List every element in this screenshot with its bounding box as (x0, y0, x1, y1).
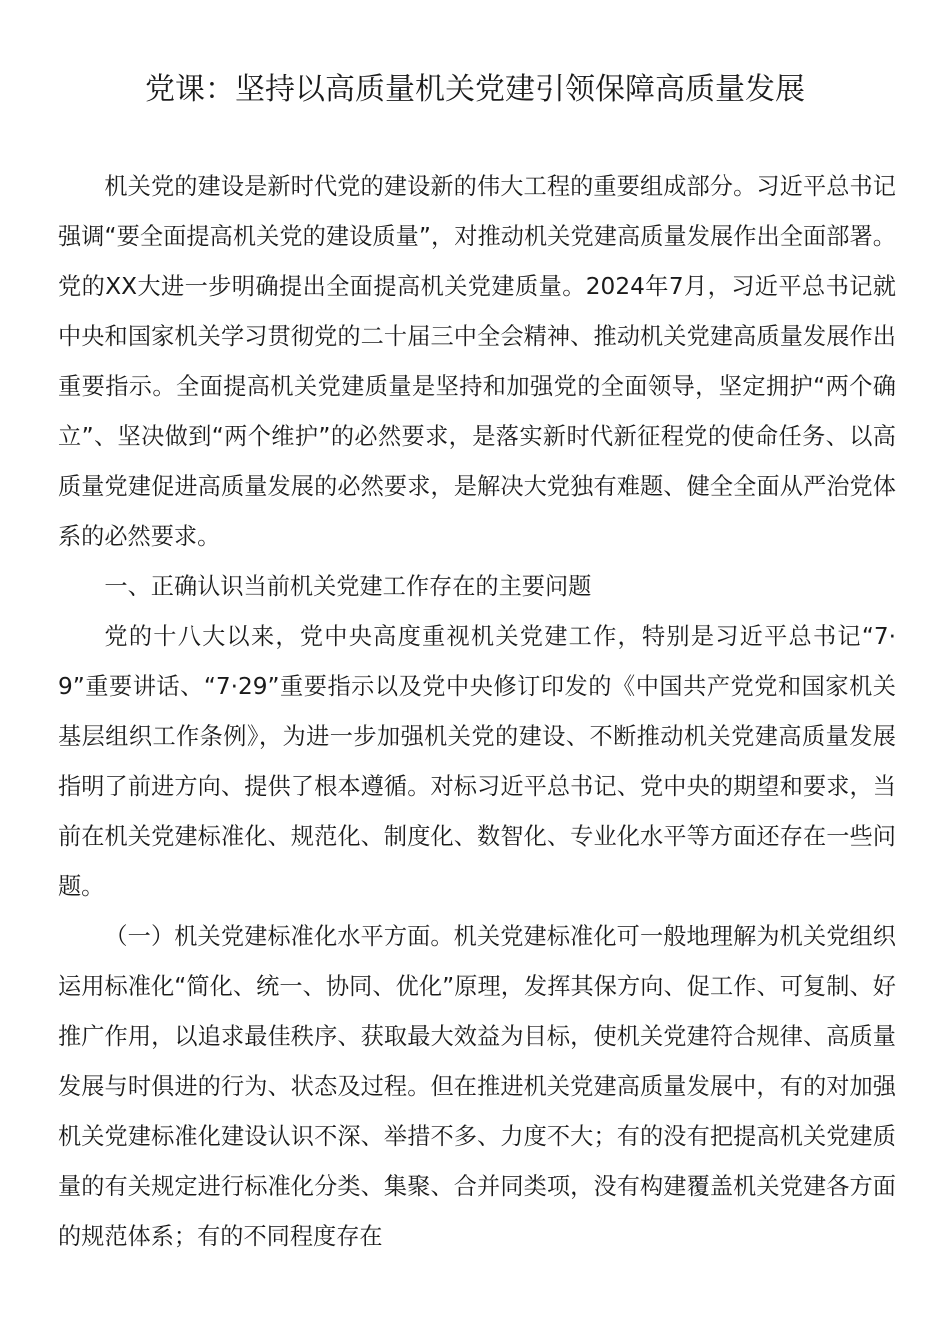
document-body (58, 162, 896, 1262)
section-heading-1: 一、正确认识当前机关党建工作存在的主要问题 (104, 573, 592, 600)
paragraph-subsection-1: （一）机关党建标准化水平方面。机关党建标准化可一般地理解为机关党组织运用标准化“简化、统一、协同、优化”原理，发挥其保方向、促工作、可复制、好推广作用，以追求最佳秩序、获取最大效益为目标，使机关党建符合规律、高质量发展与时俱进的行为、状态及过程。但在推进机关党建高质量发展中，有的对加强机关党建标准化建设认识不深、举措不多、力度不大；有的没有把提高机关党建质量的有关规定进行标准化分类、集聚、合并同类项，没有构建覆盖机关党建各方面的规范体系；有的不同程度存在 (58, 923, 896, 1250)
paragraph-section-1: 党的十八大以来，党中央高度重视机关党建工作，特别是习近平总书记“7·9”重要讲话、“7·29”重要指示以及党中央修订印发的《中国共产党党和国家机关基层组织工作条例》，为进一步加强机关党的建设、不断推动机关党建高质量发展指明了前进方向、提供了根本遵循。对标习近平总书记、党中央的期望和要求，当前在机关党建标准化、规范化、制度化、数智化、专业化水平等方面还存在一些问题。 (58, 623, 896, 900)
paragraph-intro: 机关党的建设是新时代党的建设新的伟大工程的重要组成部分。习近平总书记强调“要全面提高机关党的建设质量”，对推动机关党建高质量发展作出全面部署。党的XX大进一步明确提出全面提高机关党建质量。2024年7月，习近平总书记就中央和国家机关学习贯彻党的二十届三中全会精神、推动机关党建高质量发展作出重要指示。全面提高机关党建质量是坚持和加强党的全面领导，坚定拥护“两个确立”、坚决做到“两个维护”的必然要求，是落实新时代新征程党的使命任务、以高质量党建促进高质量发展的必然要求，是解决大党独有难题、健全全面从严治党体系的必然要求。 (58, 173, 896, 550)
document-title: 党课：坚持以高质量机关党建引领保障高质量发展 (145, 72, 805, 107)
